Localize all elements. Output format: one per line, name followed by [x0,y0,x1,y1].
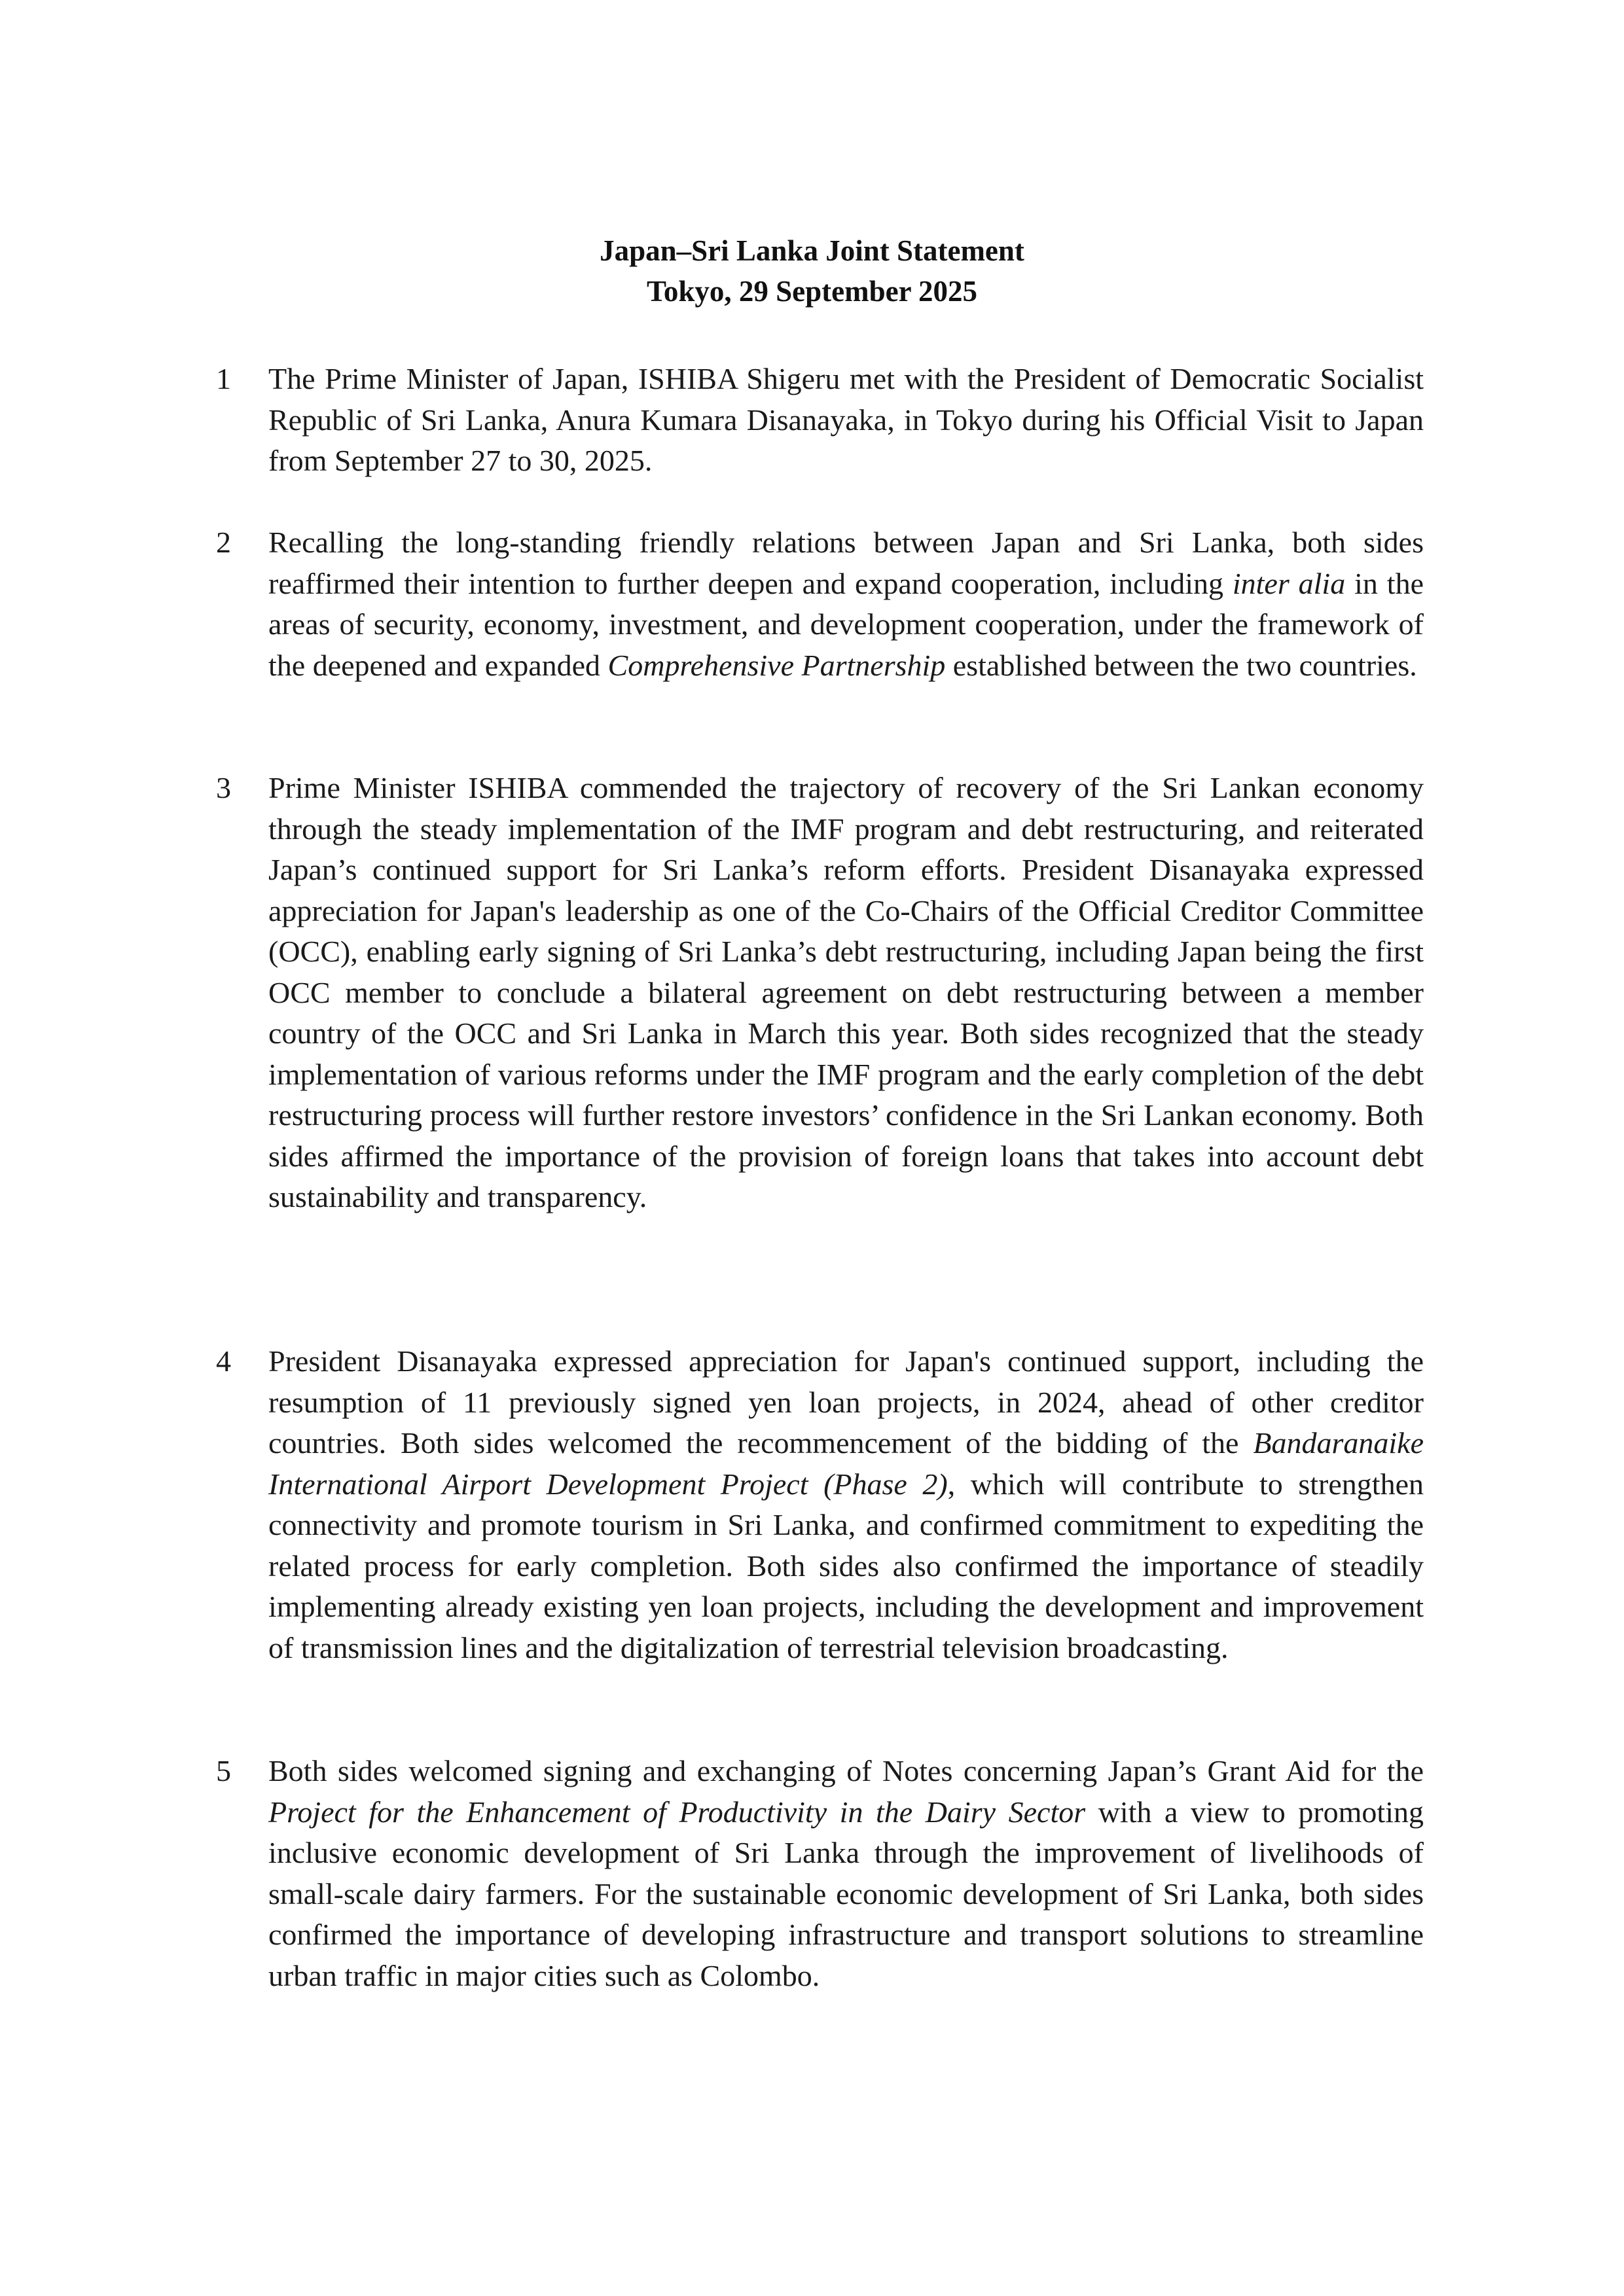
paragraph-text-part: Recalling the long-standing friendly relations between Japan and Sri Lanka, both sides reaffirmed their intention to further deepen and expand cooperation, including [268,526,1424,600]
paragraph-number: 3 [216,771,231,804]
paragraph-5 [216,1751,1424,1996]
paragraph-3 [216,768,1424,1218]
paragraph-4 [216,1341,1424,1668]
paragraph-italic-term: Project for the Enhancement of Productivity in the Dairy Sector [268,1795,1086,1829]
title-line-2: Tokyo, 29 September 2025 [646,275,978,308]
paragraph-number: 5 [216,1754,231,1787]
paragraph-text-part: Prime Minister ISHIBA commended the trajectory of recovery of the Sri Lankan economy through the steady implementation of the IMF program and debt restructuring, and reiterated Japan’s continued support for Sri Lanka’s reform efforts. President Disanayaka expressed appreciation for Japan's leadership as one of the Co-Chairs of the Official Creditor Committee (OCC), enabling early signing of Sri Lanka’s debt restructuring, including Japan being the first OCC member to conclude a bilateral agreement on debt restructuring between a member country of the OCC and Sri Lanka in March this year. Both sides recognized that the steady implementation of various reforms under the IMF program and the early completion of the debt restructuring process will further restore investors’ confidence in the Sri Lankan economy. Both sides affirmed the importance of the provision of foreign loans that takes into account debt sustainability and transparency. [268,771,1424,1213]
paragraph-text-part: President Disanayaka expressed appreciation for Japan's continued support, including the resumption of 11 previously signed yen loan projects, in 2024, ahead of other creditor countries. Both sides welcomed the recommencement of the bidding of the [268,1344,1424,1460]
paragraph-text [268,1751,1424,1996]
paragraph-text-part: with a view to promoting inclusive economic development of Sri Lanka through the improvement of livelihoods of small-scale dairy farmers. For the sustainable economic development of Sri Lanka, both sides confirmed the importance of developing infrastructure and transport solutions to streamline urban traffic in major cities such as Colombo. [268,1795,1424,1992]
paragraph-italic-term: Bandaranaike International Airport Development Project (Phase 2) [268,1426,1424,1501]
paragraph-text-part: Both sides welcomed signing and exchanging of Notes concerning Japan’s Grant Aid for the [268,1754,1424,1787]
paragraph-text-part: The Prime Minister of Japan, ISHIBA Shigeru met with the President of Democratic Socialist Republic of Sri Lanka, Anura Kumara Disanayaka, in Tokyo during his Official Visit to Japan from September 27 to 30, 2025. [268,362,1424,477]
document-title [0,230,1624,312]
paragraph-number: 2 [216,526,231,559]
paragraph-italic-term: Comprehensive Partnership [607,648,946,682]
paragraph-number: 1 [216,362,231,395]
title-line-1: Japan–Sri Lanka Joint Statement [600,234,1024,267]
paragraph-italic-term: inter alia [1232,566,1346,600]
paragraph-2 [216,522,1424,686]
paragraph-number: 4 [216,1344,231,1378]
paragraph-text-part: , which will contribute to strengthen connectivity and promote tourism in Sri Lanka, and confirmed commitment to expediting the related process for early completion. Both sides also confirmed the importance of steadily implementing already existing yen loan projects, including the development and improvement of transmission lines and the digitalization of terrestrial television broadcasting. [268,1467,1424,1664]
paragraph-1 [216,359,1424,482]
paragraph-text-part: established between the two countries. [945,648,1417,682]
paragraph-text [268,1341,1424,1668]
paragraph-text [268,359,1424,482]
paragraph-text [268,522,1424,686]
paragraph-text-part: in the areas of security, economy, investment, and development cooperation, under the framework of the deepened and expanded [268,566,1424,682]
paragraph-text [268,768,1424,1218]
